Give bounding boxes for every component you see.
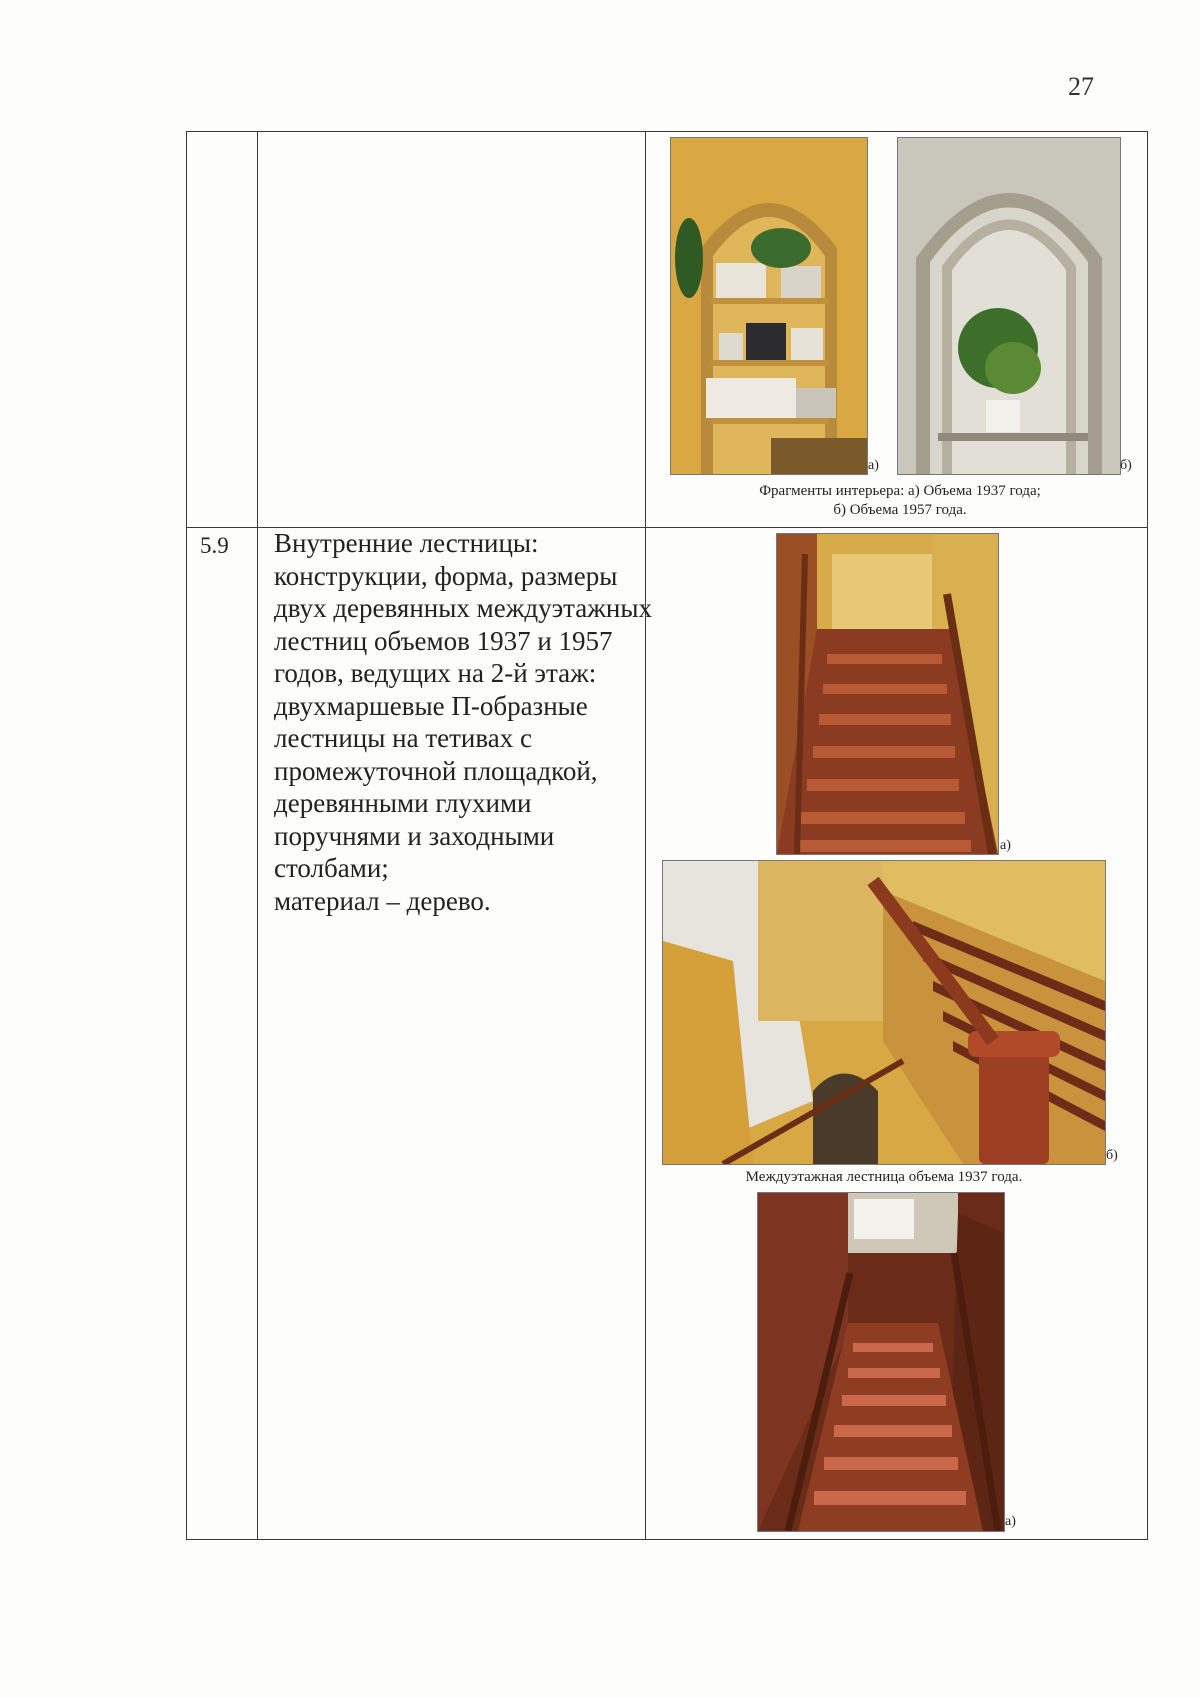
photo-marker-b: б)	[1120, 458, 1132, 473]
row-description	[274, 527, 654, 917]
staircase-caption: Междуэтажная лестница объема 1937 года.	[745, 1169, 1023, 1185]
photo-staircase-1937-a	[776, 533, 999, 855]
photo-marker-a: а)	[868, 458, 879, 473]
description-heading: Внутренние лестницы:	[274, 528, 539, 558]
interior-fragments-caption	[680, 482, 1120, 520]
caption-line-2: б) Объема 1957 года.	[833, 502, 967, 518]
caption-line-1: Фрагменты интерьера: а) Объема 1937 года;	[759, 483, 1041, 499]
photo1-marker: а)	[1000, 838, 1011, 853]
photo3-marker: а)	[1005, 1514, 1016, 1529]
photo-staircase-a	[757, 1192, 1005, 1532]
photo-interior-1937-niche	[670, 137, 868, 475]
description-material: материал – дерево.	[274, 885, 491, 916]
description-body: конструкции, форма, размеры двух деревянных междуэтажных лестниц объемов 1937 и 1957 годов, ведущих на 2-й этаж: двухмаршевые П-образные лестницы на тетивах с промежуточной площадкой, деревянными глухими поручнями и заходными столбами;	[274, 560, 653, 883]
photo-staircase-1937-b	[662, 860, 1106, 1165]
row-number: 5.9	[200, 533, 229, 558]
photo2-marker: б)	[1106, 1148, 1118, 1163]
photo-interior-1957-niche	[897, 137, 1121, 475]
page-number: 27	[1068, 72, 1094, 101]
